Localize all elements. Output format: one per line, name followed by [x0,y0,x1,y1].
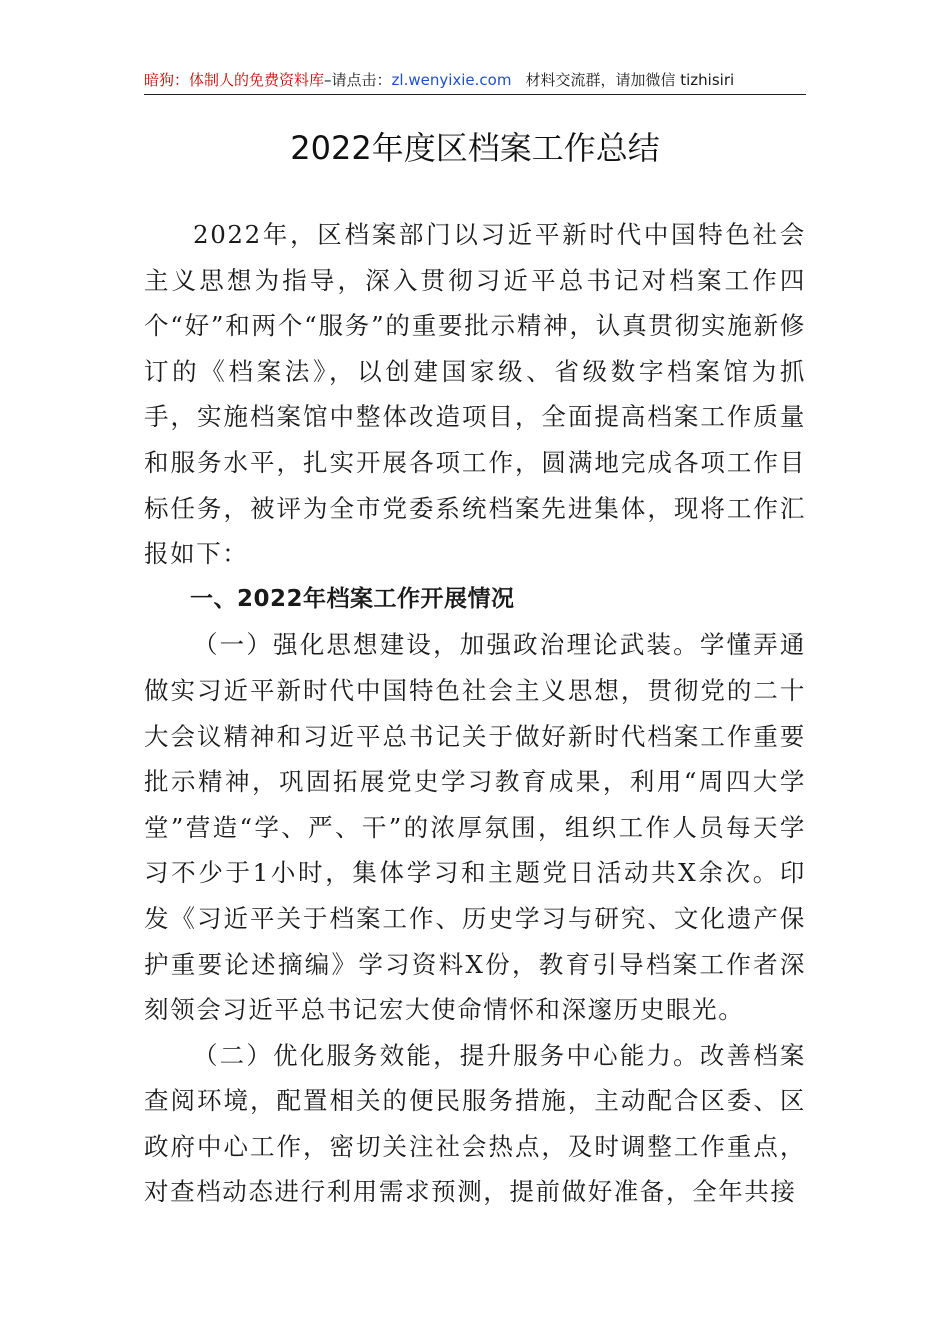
document-body [144,212,806,1215]
document-title: 2022年度区档案工作总结 [290,129,660,167]
header-url-link[interactable]: zl.wenyixie.com [391,71,512,89]
section-paragraph-1: （一）强化思想建设，加强政治理论武装。学懂弄通做实习近平新时代中国特色社会主义思想，贯彻党的二十大会议精神和习近平总书记关于做好新时代档案工作重要批示精神，巩固拓展党史学习教育成果，利用“周四大学堂”营造“学、严、干”的浓厚氛围，组织工作人员每天学习不少于1小时，集体学习和主题党日活动共X余次。印发《习近平关于档案工作、历史学习与研究、文化遗产保护重要论述摘编》学习资料X份，教育引导档案工作者深刻领会习近平总书记宏大使命情怀和深邃历史眼光。 [144,630,806,1025]
header-prompt: –请点击： [324,71,392,89]
header-wechat-note: 材料交流群，请加微信 tizhisiri [525,71,735,89]
intro-paragraph: 2022年，区档案部门以习近平新时代中国特色社会主义思想为指导，深入贯彻习近平总书记对档案工作四个“好”和两个“服务”的重要批示精神，认真贯彻实施新修订的《档案法》，以创建国家级、省级数字档案馆为抓手，实施档案馆中整体改造项目，全面提高档案工作质量和服务水平，扎实开展各项工作，圆满地完成各项工作目标任务，被评为全市党委系统档案先进集体，现将工作汇报如下： [144,220,806,569]
section-heading: 一、2022年档案工作开展情况 [190,585,515,612]
section-paragraph-2: （二）优化服务效能，提升服务中心能力。改善档案查阅环境，配置相关的便民服务措施，主动配合区委、区政府中心工作，密切关注社会热点，及时调整工作重点，对查档动态进行利用需求预测，提前做好准备，全年共接 [144,1040,806,1207]
header-brand[interactable]: 暗狗：体制人的免费资料库 [144,71,325,89]
page-header [144,68,806,92]
header-divider [144,94,806,95]
